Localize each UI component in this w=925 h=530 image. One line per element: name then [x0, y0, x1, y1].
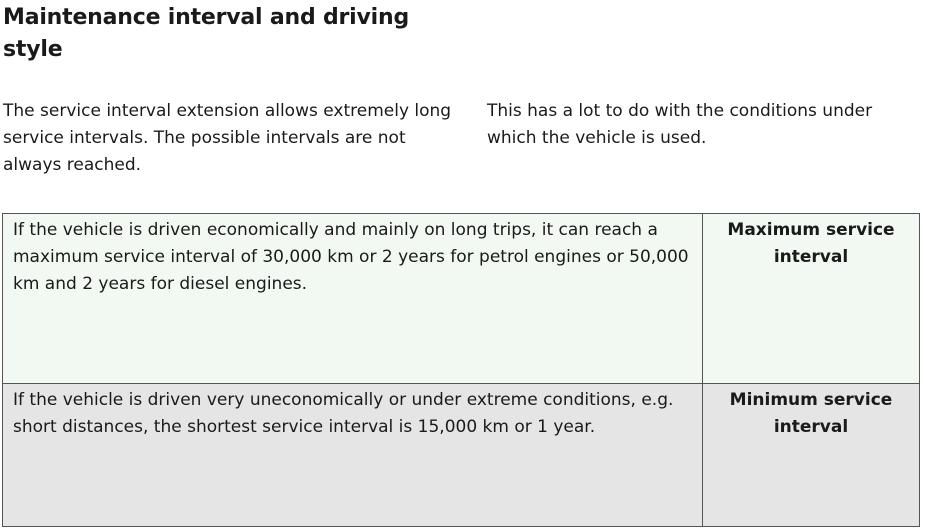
- service-interval-table: [2, 213, 920, 527]
- table-cell-label: Maximum service interval: [703, 214, 920, 384]
- table-row-maximum-interval: [3, 214, 920, 384]
- table-row-minimum-interval: [3, 384, 920, 527]
- table-cell-label: Minimum service interval: [703, 384, 920, 527]
- intro-text-left: The service interval extension allows extremely long service intervals. The possible intervals are not always reached.: [3, 101, 452, 175]
- intro-text-right: This has a lot to do with the conditions under which the vehicle is used.: [487, 101, 873, 148]
- page-title: Maintenance interval and driving style: [3, 5, 409, 62]
- table-cell-description: If the vehicle is driven economically and mainly on long trips, it can reach a maximum service interval of 30,000 km or 2 years for petrol engines or 50,000 km and 2 years for diesel engines.: [3, 214, 703, 384]
- table-cell-description: If the vehicle is driven very uneconomically or under extreme conditions, e.g. short distances, the shortest service interval is 15,000 km or 1 year.: [3, 384, 703, 527]
